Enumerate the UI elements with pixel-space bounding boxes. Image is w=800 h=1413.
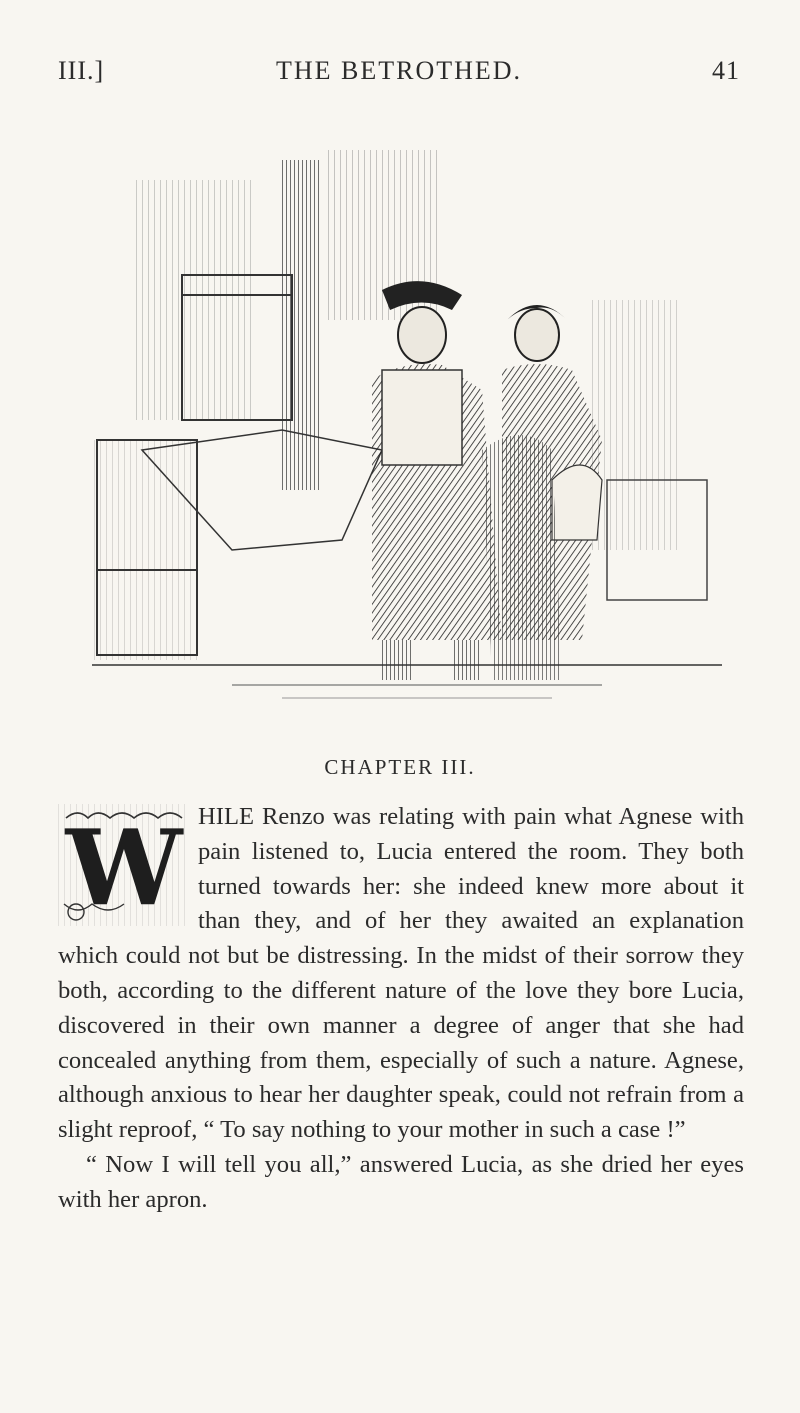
paragraph: HILE Renzo was relating with pain what Agnese with pain listened to, Lucia entered the room. They both turned towards her: she indeed knew more about it than they, and of her they awaited an explanation which could not but be distressing. In the midst of their sorrow they both, according to the different nature of the love they bore Lucia, discovered in their own manner a degree of anger that she had concealed anything from them, especially of such a nature. Agnese, although anxious to hear her daughter speak, could not refrain from a slight reproof, “ To say nothing to your mother in such a case !” bbox=[58, 803, 744, 1144]
ornamental-initial-w-icon bbox=[58, 804, 190, 926]
page-number: 41 bbox=[712, 56, 740, 85]
chapter-marker: III.] bbox=[58, 56, 105, 85]
body-text bbox=[58, 800, 744, 1218]
running-header bbox=[58, 56, 740, 92]
paragraph: “ Now I will tell you all,” answered Lucia, as she dried her eyes with her apron. bbox=[58, 1150, 744, 1213]
book-title: THE BETROTHED. bbox=[275, 56, 523, 85]
chapter-heading: CHAPTER III. bbox=[324, 755, 476, 779]
engraving-scene-icon bbox=[82, 120, 722, 700]
svg-text:W: W bbox=[65, 806, 183, 926]
